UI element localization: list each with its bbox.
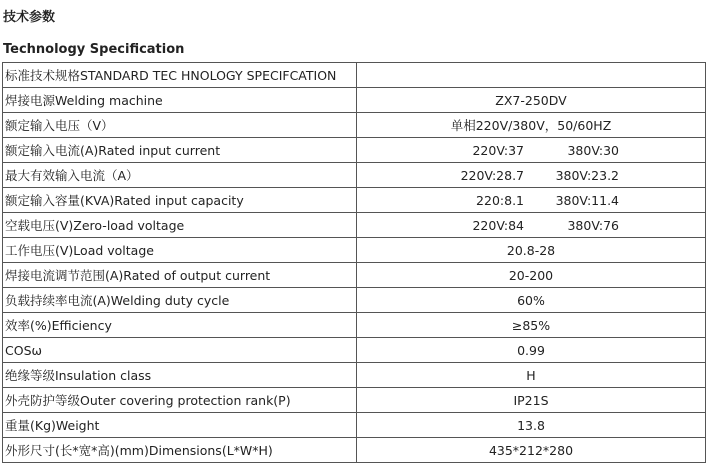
- table-row: [3, 238, 706, 263]
- spec-value: 20.8-28: [357, 238, 706, 263]
- spec-value-pair: [357, 188, 706, 213]
- spec-label: 额定输入电流(A)Rated input current: [3, 138, 357, 163]
- spec-value: 435*212*280: [357, 438, 706, 463]
- spec-value-220v: 220V:28.7: [460, 167, 524, 183]
- table-row: [3, 438, 706, 463]
- spec-value: ZX7-250DV: [357, 88, 706, 113]
- table-row: [3, 63, 706, 88]
- spec-value: 60%: [357, 288, 706, 313]
- spec-value-380v: 380V:76: [567, 217, 619, 233]
- page-heading-chinese: 技术参数: [3, 10, 56, 25]
- spec-label: 负载持续率电流(A)Welding duty cycle: [3, 288, 357, 313]
- page-heading-english: Technology Specification: [3, 42, 185, 57]
- spec-value: 单相220V/380V，50/60HZ: [357, 113, 706, 138]
- table-row: [3, 163, 706, 188]
- spec-label: 外壳防护等级Outer covering protection rank(P): [3, 388, 357, 413]
- spec-label: 空载电压(V)Zero-load voltage: [3, 213, 357, 238]
- table-row: [3, 263, 706, 288]
- spec-value-220v: 220V:84: [472, 217, 524, 233]
- spec-value: [357, 63, 706, 88]
- spec-label: 额定输入容量(KVA)Rated input capacity: [3, 188, 357, 213]
- spec-value-380v: 380V:30: [567, 142, 619, 158]
- spec-label: 额定输入电压（V）: [3, 113, 357, 138]
- spec-value-pair: [357, 213, 706, 238]
- spec-label: 焊接电源Welding machine: [3, 88, 357, 113]
- spec-value: IP21S: [357, 388, 706, 413]
- spec-label: 绝缘等级Insulation class: [3, 363, 357, 388]
- table-row: [3, 113, 706, 138]
- table-row: [3, 313, 706, 338]
- table-row: [3, 363, 706, 388]
- spec-value-pair: [357, 163, 706, 188]
- spec-label: 效率(%)Efficiency: [3, 313, 357, 338]
- spec-label: 外形尺寸(长*宽*高)(mm)Dimensions(L*W*H): [3, 438, 357, 463]
- table-row: [3, 138, 706, 163]
- spec-label: 工作电压(V)Load voltage: [3, 238, 357, 263]
- table-row: [3, 388, 706, 413]
- spec-value: ≥85%: [357, 313, 706, 338]
- spec-value: H: [357, 363, 706, 388]
- spec-value: 0.99: [357, 338, 706, 363]
- specification-table: [2, 62, 706, 463]
- spec-value: 13.8: [357, 413, 706, 438]
- table-row: [3, 213, 706, 238]
- spec-value-220v: 220V:37: [472, 142, 524, 158]
- spec-value-380v: 380V:23.2: [555, 167, 619, 183]
- spec-label: 重量(Kg)Weight: [3, 413, 357, 438]
- spec-label: 标准技术规格STANDARD TEC HNOLOGY SPECIFCATION: [3, 63, 357, 88]
- table-row: [3, 338, 706, 363]
- spec-value-380v: 380V:11.4: [555, 192, 619, 208]
- spec-value-220v: 220:8.1: [476, 192, 524, 208]
- table-row: [3, 413, 706, 438]
- spec-value: 20-200: [357, 263, 706, 288]
- spec-value-pair: [357, 138, 706, 163]
- spec-label: 焊接电流调节范围(A)Rated of output current: [3, 263, 357, 288]
- spec-label: 最大有效输入电流（A）: [3, 163, 357, 188]
- table-row: [3, 88, 706, 113]
- spec-label: COSω: [3, 338, 357, 363]
- table-row: [3, 288, 706, 313]
- table-row: [3, 188, 706, 213]
